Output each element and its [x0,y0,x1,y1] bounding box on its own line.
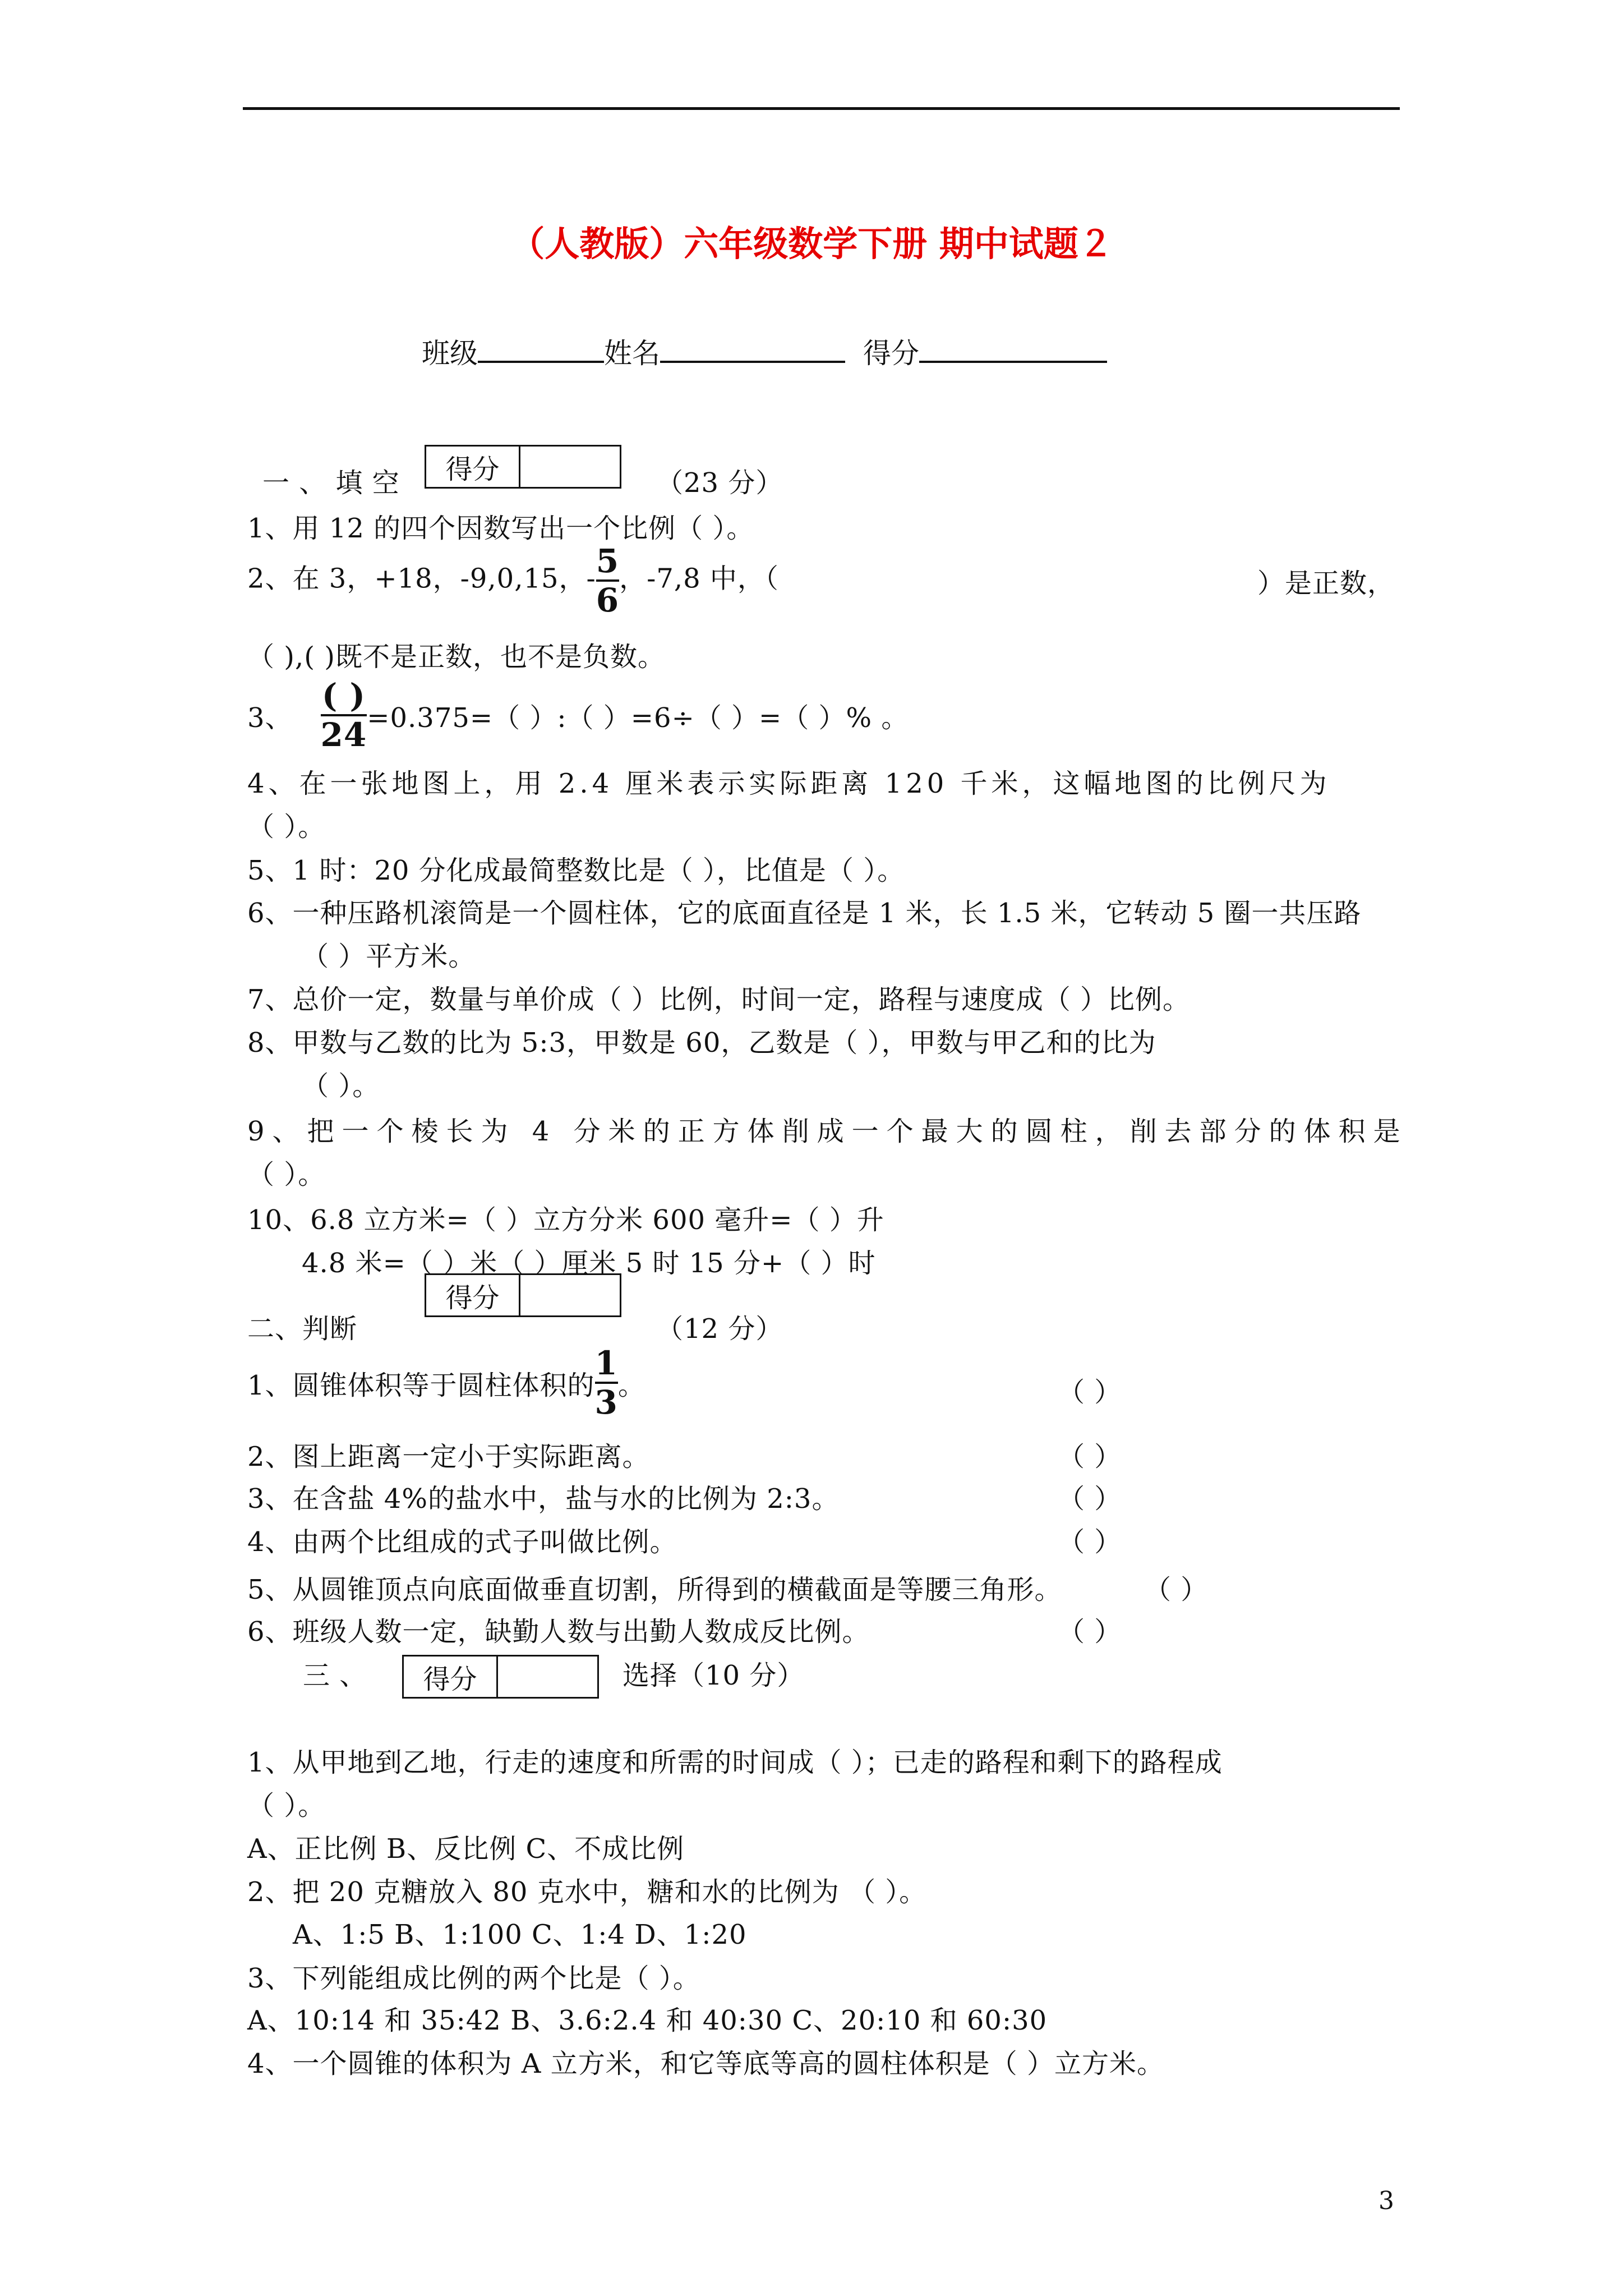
page-title: （人教版）六年级数学下册 期中试题２ [510,223,1113,264]
fill-question-2-line-2: （ ),( )既不是正数，也不是负数。 [247,641,665,673]
section-2-heading: 二、判断 [247,1313,358,1345]
page-number: 3 [1378,2187,1394,2215]
judge-5-answer: （ ） [1144,1574,1209,1605]
class-label: 班级 [422,337,478,370]
fill-question-4-line-1: 4、在一张地图上，用 2.4 厘米表示实际距离 120 千米，这幅地图的比例尺为 [247,768,1331,799]
fill-question-4-line-2: （ ）。 [247,811,326,843]
judge-question-3: 3、在含盐 4%的盐水中，盐与水的比例为 2:3。 [247,1483,840,1515]
section-3-points: 选择（10 分） [623,1660,805,1691]
fill-question-8-line-2: （ ）。 [302,1070,380,1102]
fill-question-5: 5、1 时：20 分化成最简整数比是（ ），比值是（ ）。 [247,855,905,886]
judge-question-1: 1、圆锥体积等于圆柱体积的 $\frac{1}{3}$ 。 [247,1344,645,1421]
judge-question-2: 2、图上距离一定小于实际距离。 [247,1441,650,1473]
fill-question-3: 3、 $\frac{( )}{24}$ =0.375=（ ）:（ ）=6÷（ ）=（ ）% 。 [247,677,909,754]
section-3-score-box: 得分 [402,1655,599,1699]
judge-question-5: 5、从圆锥顶点向底面做垂直切割，所得到的横截面是等腰三角形。 [247,1574,1062,1605]
choice-question-1-line-1: 1、从甲地到乙地，行走的速度和所需的时间成（ ）；已走的路程和剩下的路程成 [247,1747,1223,1778]
fill-question-10-line-1: 10、6.8 立方米=（ ）立方分米 600 毫升=（ ）升 [247,1204,884,1236]
choice-question-1-line-2: （ ）。 [247,1790,326,1821]
judge-question-4: 4、由两个比组成的式子叫做比例。 [247,1526,677,1558]
section-1-points: （23 分） [656,467,783,499]
fill-question-10-line-2: 4.8 米=（ ）米（ ）厘米 5 时 15 分+（ ）时 [302,1248,876,1279]
section-2-score-box: 得分 [425,1273,621,1317]
score-label: 得分 [863,337,919,370]
name-blank [660,333,845,363]
score-box-value [520,447,620,487]
section-3-heading: 三 、 [303,1660,367,1691]
choice-question-3: 3、下列能组成比例的两个比是（ ）。 [247,1963,700,1994]
section-1-score-box [425,445,621,489]
choice-question-3-options: A、10:14 和 35:42 B、3.6:2.4 和 40:30 C、20:10 和 60:30 [247,2005,1048,2036]
fill-question-6-line-2: （ ）平方米。 [302,941,476,972]
name-label: 姓名 [604,337,660,370]
fill-question-9-line-2: （ ）。 [247,1159,326,1190]
choice-question-2: 2、把 20 克糖放入 80 克水中，糖和水的比例为 （ ）。 [247,1876,927,1908]
judge-4-answer: （ ） [1058,1526,1122,1558]
fill-question-1: 1、用 12 的四个因数写出一个比例（ ）。 [247,513,754,544]
choice-question-4: 4、一个圆锥的体积为 A 立方米，和它等底等高的圆柱体积是（ ）立方米。 [247,2048,1164,2079]
judge-question-6: 6、班级人数一定，缺勤人数与出勤人数成反比例。 [247,1616,870,1648]
fraction-blank-24: $\frac{( )}{24}$ [320,677,367,754]
fraction-1-3: $\frac{1}{3}$ [594,1344,618,1421]
section-2-points: （12 分） [656,1313,783,1345]
judge-2-answer: （ ） [1058,1441,1122,1473]
judge-3-answer: （ ） [1058,1483,1122,1515]
choice-question-1-options: A、正比例 B、反比例 C、不成比例 [247,1833,685,1865]
score-box-label: 得分 [426,447,520,487]
class-blank [478,333,604,363]
fill-question-6-line-1: 6、一种压路机滚筒是一个圆柱体，它的底面直径是 1 米，长 1.5 米，它转动 5 圈一共压路 [247,898,1362,929]
fill-question-2-line-1: 2、在 3，+18，-9,0,15，- $\frac{5}{6}$ ，-7,8 中，（ ）是正数， [247,542,1395,619]
score-blank [919,333,1107,363]
fill-question-8-line-1: 8、甲数与乙数的比为 5:3，甲数是 60，乙数是（ ），甲数与甲乙和的比为 [247,1027,1156,1059]
student-info-line [422,331,1107,371]
fill-question-9-line-1: 9、把一个棱长为 4 分米的正方体削成一个最大的圆柱，削去部分的体积是 [247,1116,1408,1147]
header-rule [243,107,1400,110]
judge-1-answer: （ ） [1058,1377,1122,1408]
choice-question-2-options: A、1:5 B、1:100 C、1:4 D、1:20 [293,1919,747,1950]
fraction-5-6: $\frac{5}{6}$ [596,542,620,619]
section-1-heading: 一 、 填 空 [262,467,400,499]
judge-6-answer: （ ） [1058,1616,1122,1648]
fill-question-7: 7、总价一定，数量与单价成（ ）比例，时间一定，路程与速度成（ ）比例。 [247,984,1191,1015]
